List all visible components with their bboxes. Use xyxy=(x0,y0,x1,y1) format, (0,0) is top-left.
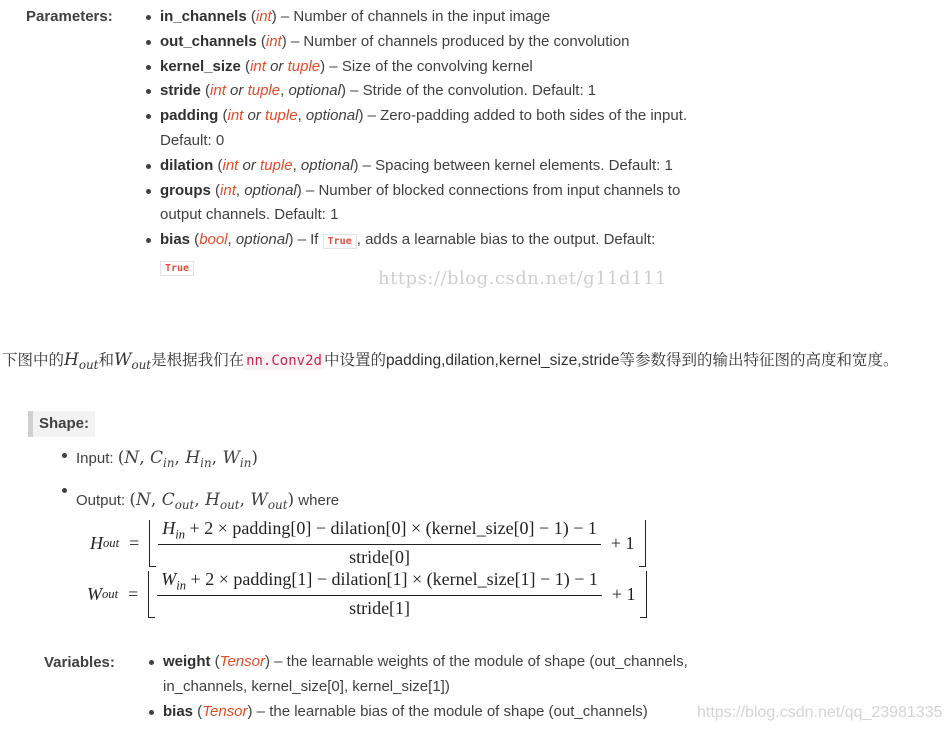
tuple-n: N xyxy=(124,448,140,468)
param-desc: Zero-padding added to both sides of the input. xyxy=(380,107,688,125)
floor-right xyxy=(640,571,647,618)
variable-name: weight xyxy=(163,653,211,670)
variable-item-weight: weight (Tensor) – the learnable weights of the module of shape (out_channels, in_channels, kernel_size[0], kernel_size[1]) xyxy=(149,650,709,700)
variables-label: Variables: xyxy=(44,654,115,671)
tuple-w: W xyxy=(250,490,268,511)
param-type[interactable]: int xyxy=(255,8,272,25)
param-type[interactable]: tuple xyxy=(260,156,293,174)
tuple-h-sub: out xyxy=(219,498,240,513)
param-type[interactable]: int xyxy=(210,82,226,100)
tuple-c: C xyxy=(161,490,175,511)
param-desc: Spacing between kernel elements. Default: 1 xyxy=(375,156,673,174)
param-name: padding xyxy=(160,107,219,125)
variable-name: bias xyxy=(163,702,194,720)
watermark-bottom: https://blog.csdn.net/qq_23981335 xyxy=(697,704,943,721)
variable-item-bias: bias (Tensor) – the learnable bias of the module of shape (out_channels) xyxy=(149,700,709,725)
param-name: stride xyxy=(160,82,201,100)
dash: – xyxy=(329,57,338,75)
param-type[interactable]: bool xyxy=(199,231,228,249)
param-item-stride: stride (int or tuple, optional) – Stride of the convolution. Default: 1 xyxy=(146,79,706,104)
tuple-c: C xyxy=(150,448,164,468)
param-item-dilation: dilation (int or tuple, optional) – Spacing between kernel elements. Default: 1 xyxy=(146,154,706,179)
param-item-bias: bias (bool, optional) – If True , adds a learnable bias to the output. Default: True xyxy=(146,228,706,282)
num-sub: in xyxy=(175,527,186,542)
param-item-kernel-size: kernel_size (int or tuple) – Size of the convolving kernel xyxy=(146,55,706,80)
dash: – xyxy=(290,32,300,50)
output-tuple: (N, $C_{out}$, $H_{out}$, $W_{out}$) xyxy=(129,490,295,513)
tuple-h: H xyxy=(205,490,220,511)
dash: – xyxy=(280,8,290,25)
tuple-h-sub: in xyxy=(200,456,212,471)
dash: – xyxy=(305,181,315,199)
param-desc: Size of the convolving kernel xyxy=(341,57,533,75)
param-type[interactable]: int xyxy=(227,107,244,125)
tuple-w: W xyxy=(222,448,240,468)
lhs-symbol: W xyxy=(87,583,102,604)
tail: + 1 xyxy=(610,532,635,553)
param-desc-pre: If xyxy=(310,231,319,249)
tuple-w-sub: in xyxy=(239,456,252,471)
default-literal-true: True xyxy=(160,261,194,276)
type-or: or xyxy=(270,57,284,75)
num-rest: + 2 × padding[0] − dilation[0] × (kernel_size[0] − 1) − 1 xyxy=(185,518,597,538)
input-label: Input: xyxy=(76,450,114,467)
lhs-symbol: H xyxy=(90,532,103,553)
dash: – xyxy=(256,702,266,720)
explanation-prefix: 下图中的 xyxy=(2,352,65,369)
variable-type[interactable]: Tensor xyxy=(219,653,265,670)
type-or: or xyxy=(242,156,256,174)
type-or: or xyxy=(247,107,261,125)
denominator: stride[0] xyxy=(158,544,601,568)
explanation-paragraph xyxy=(2,348,898,372)
param-name: groups xyxy=(160,181,211,199)
inline-code: nn.Conv2d xyxy=(246,353,322,369)
output-label: Output: xyxy=(76,492,126,510)
explanation-suffix: 中设置的padding,dilation,kernel_size,stride等参数得到的输出特征图的高度和宽度。 xyxy=(323,352,899,369)
optional-word: optional xyxy=(244,181,297,199)
literal-true: True xyxy=(323,234,357,249)
param-type[interactable]: tuple xyxy=(247,82,281,100)
param-type[interactable]: tuple xyxy=(287,57,321,75)
param-name: bias xyxy=(160,231,191,249)
dash: – xyxy=(297,231,306,249)
w-out-symbol: W xyxy=(113,350,132,370)
lhs-sub: out xyxy=(102,586,119,601)
parameters-label: Parameters: xyxy=(26,8,113,25)
dash: – xyxy=(362,156,371,174)
optional-word: optional xyxy=(300,156,354,174)
shape-list xyxy=(62,443,462,527)
fraction xyxy=(159,569,600,619)
tuple-c-sub: out xyxy=(174,498,195,513)
fraction xyxy=(160,518,599,568)
param-type[interactable]: int xyxy=(250,57,266,75)
input-tuple: (N, $C_{in}$, $H_{in}$, $W_{in}$) xyxy=(117,448,259,471)
watermark-top: https://blog.csdn.net/g11d111 xyxy=(378,268,667,289)
formula-w-out: W out = $W_{in} + 2$ × padding[1] − dilation[1] × (kernel_size[1] − 1) − 1 stride[1] + 1 xyxy=(87,569,647,619)
numerator xyxy=(160,518,599,544)
optional-word: optional xyxy=(305,107,359,125)
tuple-c-sub: in xyxy=(163,456,175,471)
tail: + 1 xyxy=(611,583,636,604)
param-type[interactable]: int xyxy=(265,32,282,50)
denominator: stride[1] xyxy=(157,595,602,619)
h-out-sub: out xyxy=(78,358,99,373)
explanation-conj: 和 xyxy=(98,352,114,369)
floor-left xyxy=(149,520,156,567)
param-name: out_channels xyxy=(160,32,257,50)
param-item-groups: groups (int, optional) – Number of blocked connections from input channels to output channels. Default: 1 xyxy=(146,179,706,229)
explanation-mid: 是根据我们在 xyxy=(151,352,245,369)
param-name: in_channels xyxy=(160,8,247,25)
tuple-n: N xyxy=(136,490,151,511)
param-type[interactable]: int xyxy=(220,181,236,199)
parameters-list xyxy=(146,5,706,282)
param-desc: Number of blocked connections from input channels to xyxy=(318,181,681,199)
numerator xyxy=(159,569,600,595)
param-desc: Stride of the convolution. Default: 1 xyxy=(362,82,597,100)
num-sub: in xyxy=(176,578,187,593)
param-desc-line2: output channels. Default: 1 xyxy=(160,206,339,224)
param-item-in-channels: in_channels (int) – Number of channels in the input image xyxy=(146,5,706,30)
dash: – xyxy=(367,107,376,125)
param-name: dilation xyxy=(160,156,214,174)
w-out-sub: out xyxy=(131,358,152,373)
formula-h-out: H out = $H_{in} + 2$ × padding[0] − dilation[0] × (kernel_size[0] − 1) − 1 stride[0] + 1 xyxy=(90,518,646,568)
dash: – xyxy=(350,82,359,100)
param-desc: Number of channels in the input image xyxy=(293,8,551,25)
dash: – xyxy=(274,653,283,670)
param-item-padding: padding (int or tuple, optional) – Zero-padding added to both sides of the input. Default: 0 xyxy=(146,104,706,154)
param-desc-line2: Default: 0 xyxy=(160,131,225,149)
optional-word: optional xyxy=(288,82,341,100)
type-or: or xyxy=(230,82,244,100)
param-name: kernel_size xyxy=(160,57,241,75)
param-item-out-channels: out_channels (int) – Number of channels produced by the convolution xyxy=(146,30,706,55)
output-where: where xyxy=(298,492,340,510)
variables-list xyxy=(149,650,709,724)
variable-desc: the learnable bias of the module of shape (out_channels) xyxy=(269,702,648,720)
floor-left xyxy=(148,571,155,618)
param-type[interactable]: int xyxy=(222,156,239,174)
num-var: H xyxy=(162,518,176,538)
num-rest: + 2 × padding[1] − dilation[1] × (kernel_size[1] − 1) − 1 xyxy=(186,569,598,589)
variable-desc: the learnable weights of the module of shape (out_channels, xyxy=(286,653,688,670)
variable-desc-line2: in_channels, kernel_size[0], kernel_size[1]) xyxy=(163,677,450,695)
param-desc: Number of channels produced by the convolution xyxy=(303,32,630,50)
optional-word: optional xyxy=(235,231,289,249)
param-desc: , adds a learnable bias to the output. Default: xyxy=(356,231,656,249)
num-var: W xyxy=(161,569,177,589)
h-out-symbol: H xyxy=(64,350,79,370)
floor-right xyxy=(639,520,646,567)
tuple-h: H xyxy=(185,448,201,468)
variable-type[interactable]: Tensor xyxy=(202,702,248,720)
shape-input-item xyxy=(62,443,462,478)
shape-label: Shape: xyxy=(28,411,95,437)
param-type[interactable]: tuple xyxy=(265,107,298,125)
lhs-sub: out xyxy=(103,535,120,550)
tuple-w-sub: out xyxy=(267,498,288,513)
